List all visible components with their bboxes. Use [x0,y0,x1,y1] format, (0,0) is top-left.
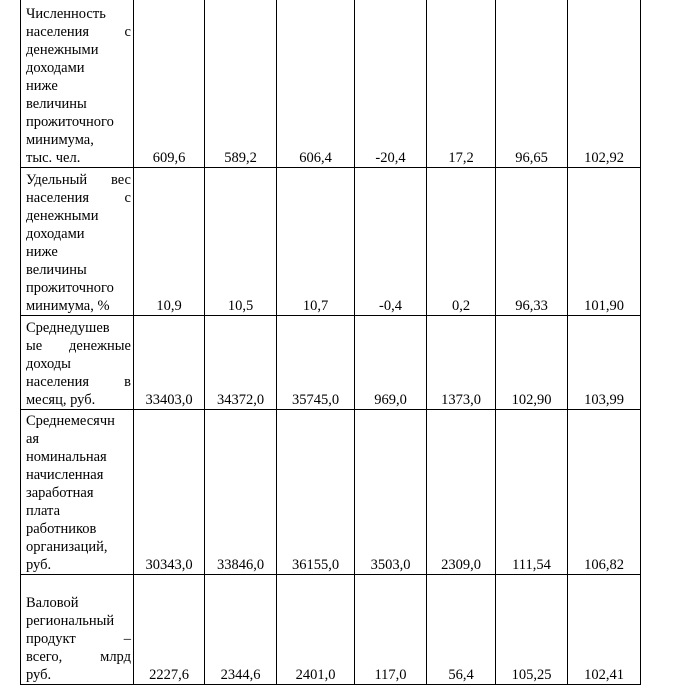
label-line: номинальная [26,449,107,465]
table-cell: -0,4 [355,168,427,316]
table-cell: 56,4 [427,575,496,685]
table-cell: 33403,0 [134,316,205,410]
table-cell: 101,90 [568,168,641,316]
table-row [21,410,641,575]
label-line: денежными [26,208,99,224]
table-cell: 2309,0 [427,410,496,575]
table-cell: 609,6 [134,0,205,168]
table-cell: 33846,0 [205,410,277,575]
label-line: прожиточного [26,280,114,296]
table-cell: 3503,0 [355,410,427,575]
label-line: тыс. чел. [26,150,81,166]
row-label [21,0,134,168]
label-line: всего, млрд [26,649,131,665]
label-line: Среднемесячн [26,413,115,429]
table-cell: 34372,0 [205,316,277,410]
label-line: доходами [26,60,85,76]
table-cell: 96,33 [496,168,568,316]
label-line: Численность [26,6,106,22]
table-cell: 2401,0 [277,575,355,685]
label-line: организаций, [26,539,108,555]
table-cell: 0,2 [427,168,496,316]
table-row [21,0,641,168]
label-line: доходы [26,356,71,372]
table-cell: 606,4 [277,0,355,168]
table-cell: 105,25 [496,575,568,685]
row-label [21,410,134,575]
label-line: ая [26,431,40,447]
row-label [21,316,134,410]
table-cell: 35745,0 [277,316,355,410]
label-line: Среднедушев [26,320,110,336]
label-line: минимума, [26,132,94,148]
table-cell: 111,54 [496,410,568,575]
table-cell: 969,0 [355,316,427,410]
label-line: ниже [26,244,58,260]
table-cell: 10,5 [205,168,277,316]
label-line: прожиточного [26,114,114,130]
label-line: руб. [26,557,52,573]
table-cell: 106,82 [568,410,641,575]
table-row [21,575,641,685]
label-line: Удельный вес [26,172,131,188]
table-cell: 96,65 [496,0,568,168]
table-row [21,316,641,410]
label-line: величины [26,262,87,278]
table-cell: 102,90 [496,316,568,410]
label-line: руб. [26,667,52,683]
label-line: населения с [26,24,131,40]
row-label [21,575,134,685]
table-cell: 589,2 [205,0,277,168]
label-line: начисленная [26,467,104,483]
table-row [21,168,641,316]
label-line: заработная [26,485,94,501]
table-cell: 103,99 [568,316,641,410]
label-line: работников [26,521,97,537]
table-cell: 2227,6 [134,575,205,685]
label-line: населения с [26,190,131,206]
statistics-table [20,0,641,685]
label-line: продукт – [26,631,131,647]
table-cell: 10,9 [134,168,205,316]
label-line: ые денежные [26,338,131,354]
table-cell: 36155,0 [277,410,355,575]
label-line: месяц, руб. [26,392,96,408]
row-label [21,168,134,316]
table-cell: 2344,6 [205,575,277,685]
table-cell: 102,92 [568,0,641,168]
table-cell: 117,0 [355,575,427,685]
table-cell: 10,7 [277,168,355,316]
label-line: ниже [26,78,58,94]
label-line: плата [26,503,61,519]
table-cell: 30343,0 [134,410,205,575]
label-line: населения в [26,374,131,390]
table-cell: -20,4 [355,0,427,168]
label-line: минимума, % [26,298,110,314]
table-cell: 1373,0 [427,316,496,410]
label-line: Валовой [26,595,79,611]
label-line: региональный [26,613,115,629]
label-line: денежными [26,42,99,58]
label-line: величины [26,96,87,112]
table-cell: 17,2 [427,0,496,168]
table-cell: 102,41 [568,575,641,685]
label-line: доходами [26,226,85,242]
